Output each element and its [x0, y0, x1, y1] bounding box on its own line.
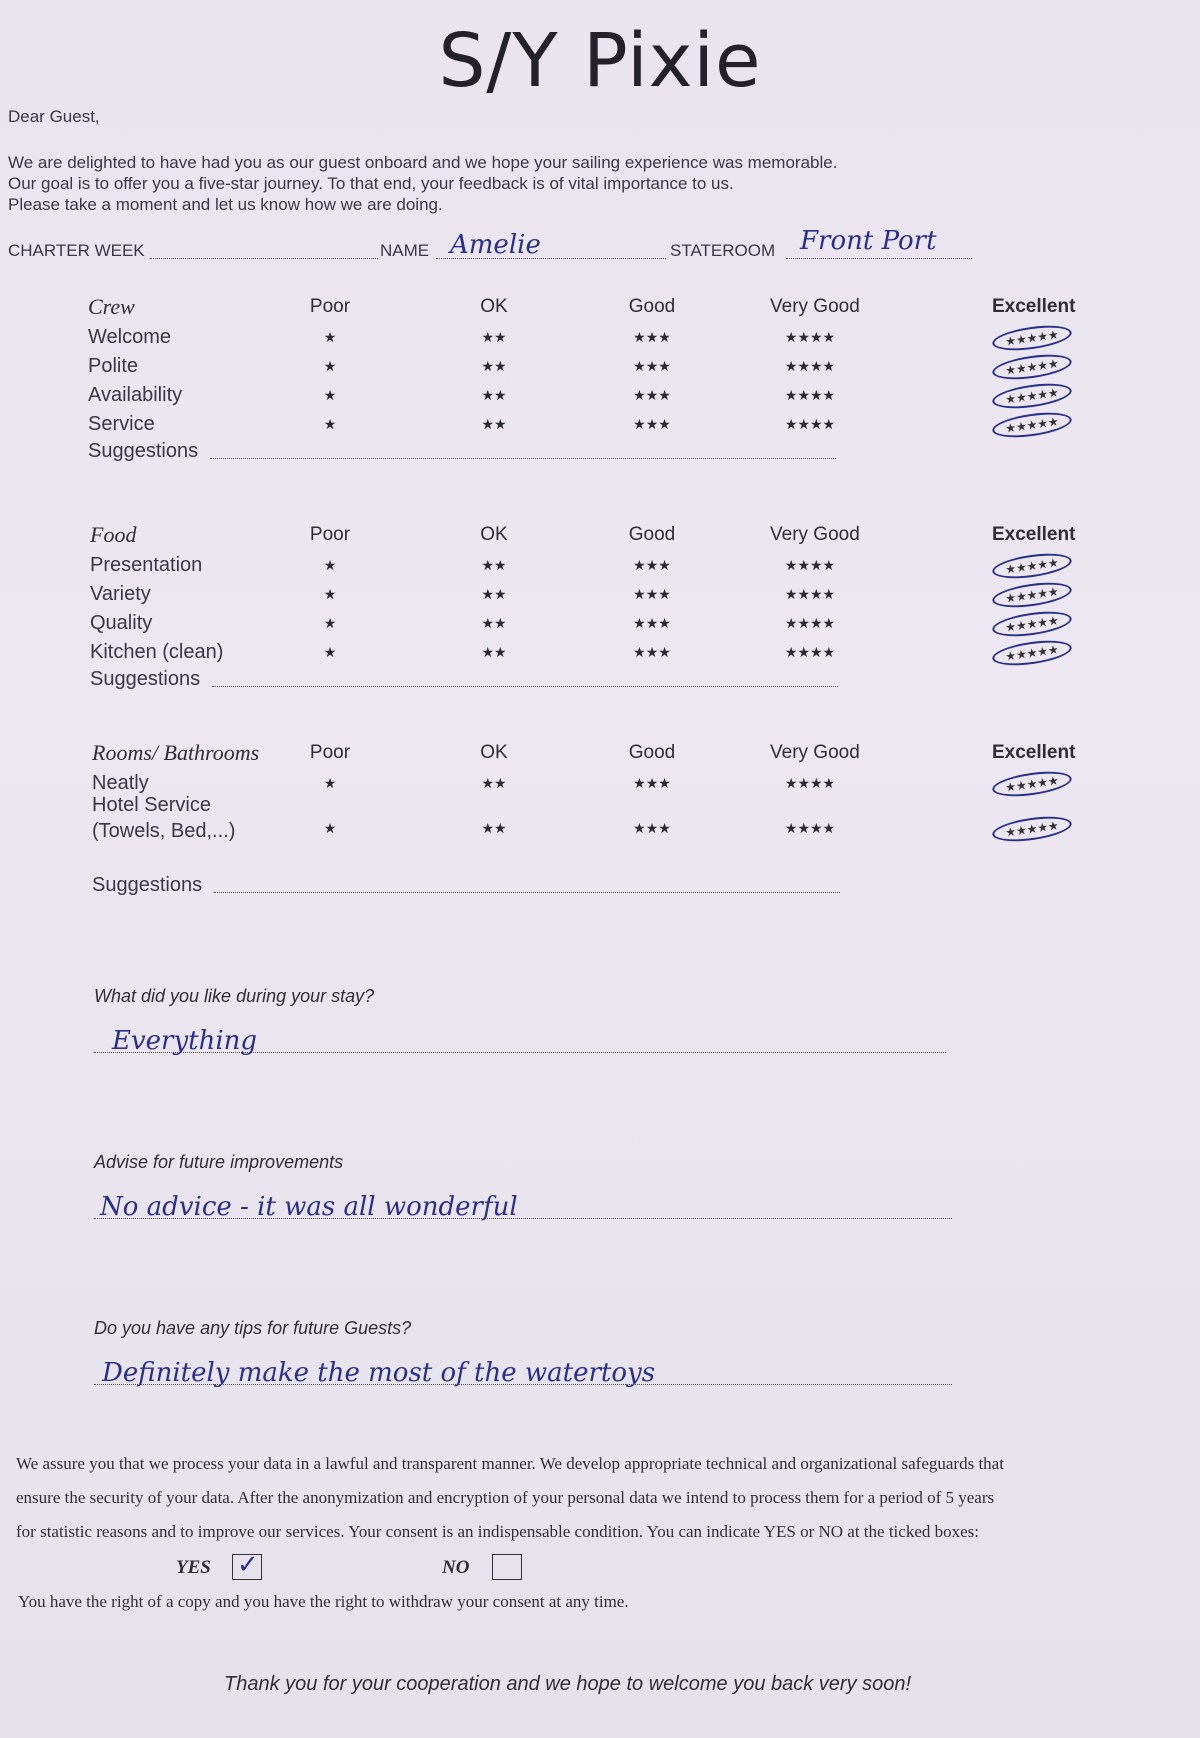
rating-option[interactable]: ★★★: [633, 820, 671, 836]
checkmark-icon: ✓: [237, 1549, 259, 1579]
rating-option[interactable]: ★★★★: [784, 615, 836, 631]
criterion-label: Kitchen (clean): [90, 641, 224, 663]
rating-option[interactable]: ★★★: [633, 416, 671, 432]
rating-option[interactable]: ★★★★: [784, 329, 836, 345]
rating-option[interactable]: ★★: [481, 615, 507, 631]
page-title: S/Y Pixie: [438, 18, 762, 104]
rating-header-very-good: Very Good: [770, 742, 860, 763]
consent-yes-checkbox[interactable]: [232, 1549, 262, 1580]
rating-option[interactable]: ★★★: [633, 775, 671, 791]
rating-option[interactable]: ★: [323, 820, 337, 836]
rating-option[interactable]: ★: [323, 387, 337, 403]
selected-rating-circle[interactable]: ★★★★★: [991, 550, 1073, 583]
rating-header-very-good: Very Good: [770, 524, 860, 545]
rating-header-poor: Poor: [309, 524, 351, 545]
suggestions-label: Suggestions: [88, 440, 199, 462]
legal-line-2: ensure the security of your data. After the anonymization and encryption of your personal data we intend to process them for a period of 5 years: [16, 1488, 995, 1507]
criterion-label: Welcome: [88, 326, 171, 348]
rating-header-very-good: Very Good: [770, 296, 860, 317]
rating-header-poor: Poor: [309, 296, 351, 317]
rating-header-excellent: Excellent: [992, 742, 1076, 763]
rating-option[interactable]: ★: [323, 615, 337, 631]
criterion-label: Service: [88, 413, 155, 435]
consent-no-label: NO: [442, 1557, 470, 1578]
selected-rating-circle[interactable]: ★★★★★: [991, 579, 1073, 612]
criterion-label: Neatly: [92, 772, 149, 794]
criterion-label: Variety: [90, 583, 151, 605]
suggestions-label: Suggestions: [90, 668, 201, 690]
rating-option[interactable]: ★★: [481, 586, 507, 602]
criterion-label: Presentation: [90, 554, 203, 576]
answer-like: Everything: [112, 1026, 258, 1056]
rights-text: You have the right of a copy and you have the right to withdraw your consent at any time.: [18, 1592, 629, 1611]
rating-header-excellent: Excellent: [992, 296, 1076, 317]
consent-yes-label: YES: [176, 1557, 211, 1578]
rating-option[interactable]: ★★★: [633, 387, 671, 403]
rating-option[interactable]: ★: [323, 416, 337, 432]
rating-option[interactable]: ★★★: [633, 557, 671, 573]
charter-week-field[interactable]: [150, 258, 378, 259]
selected-rating-circle[interactable]: ★★★★★: [991, 637, 1073, 670]
rating-option[interactable]: ★★★★: [784, 644, 836, 660]
question-improvements: Advise for future improvements: [94, 1152, 344, 1172]
selected-rating-circle[interactable]: ★★★★★: [991, 351, 1073, 384]
selected-rating-circle[interactable]: ★★★★★: [991, 322, 1073, 355]
legal-line-1: We assure you that we process your data in a lawful and transparent manner. We develop appropriate technical and organizational safeguards that: [16, 1454, 1004, 1473]
selected-rating-circle[interactable]: ★★★★★: [991, 380, 1073, 413]
rating-option[interactable]: ★★★: [633, 615, 671, 631]
footer-thanks: Thank you for your cooperation and we hope to welcome you back very soon!: [224, 1673, 912, 1695]
selected-rating-circle[interactable]: ★★★★★: [991, 608, 1073, 641]
rating-header-ok: OK: [480, 524, 508, 545]
rating-option[interactable]: ★★: [481, 387, 507, 403]
rating-option[interactable]: ★★: [481, 358, 507, 374]
rating-option[interactable]: ★★: [481, 644, 507, 660]
name-label: NAME: [380, 241, 430, 260]
suggestions-label: Suggestions: [92, 874, 203, 896]
question-like: What did you like during your stay?: [94, 986, 375, 1006]
rating-option[interactable]: ★★★: [633, 329, 671, 345]
rating-option[interactable]: ★★★: [633, 358, 671, 374]
rating-option[interactable]: ★: [323, 358, 337, 374]
section-title: Crew: [88, 294, 135, 319]
selected-rating-circle[interactable]: ★★★★★: [991, 768, 1073, 801]
name-value: Amelie: [450, 230, 541, 260]
rating-header-good: Good: [628, 742, 676, 763]
criterion-label: Quality: [90, 612, 153, 634]
rating-option[interactable]: ★★★★: [784, 387, 836, 403]
rating-option[interactable]: ★★★★: [784, 775, 836, 791]
stateroom-label: STATEROOM: [670, 241, 776, 260]
stateroom-field[interactable]: [786, 258, 972, 259]
answer-tips: Definitely make the most of the watertoys: [102, 1358, 656, 1388]
rating-option[interactable]: ★: [323, 557, 337, 573]
suggestions-field[interactable]: [210, 458, 836, 459]
consent-no-checkbox[interactable]: [492, 1554, 522, 1580]
rating-option[interactable]: ★: [323, 644, 337, 660]
rating-option[interactable]: ★★★★: [784, 820, 836, 836]
criterion-label: (Towels, Bed,...): [92, 820, 236, 842]
answer-improvements: No advice - it was all wonderful: [100, 1192, 518, 1222]
intro-line-2: Our goal is to offer you a five-star journey. To that end, your feedback is of vital importance to us.: [8, 174, 734, 193]
rating-option[interactable]: ★: [323, 775, 337, 791]
rating-option[interactable]: ★★: [481, 820, 507, 836]
section-title: Rooms/ Bathrooms: [92, 740, 260, 765]
rating-option[interactable]: ★★: [481, 775, 507, 791]
question-tips: Do you have any tips for future Guests?: [94, 1318, 412, 1338]
greeting: Dear Guest,: [8, 107, 100, 126]
rating-header-poor: Poor: [309, 742, 351, 763]
intro-line-3: Please take a moment and let us know how we are doing.: [8, 195, 443, 214]
rating-header-ok: OK: [480, 296, 508, 317]
rating-option[interactable]: ★★: [481, 416, 507, 432]
rating-option[interactable]: ★★★★: [784, 416, 836, 432]
rating-header-ok: OK: [480, 742, 508, 763]
selected-rating-circle[interactable]: ★★★★★: [991, 813, 1073, 846]
stateroom-value: Front Port: [800, 226, 937, 256]
suggestions-field[interactable]: [212, 686, 838, 687]
criterion-label: Polite: [88, 355, 139, 377]
rating-header-good: Good: [628, 524, 676, 545]
rating-option[interactable]: ★★★★: [784, 586, 836, 602]
rating-header-excellent: Excellent: [992, 524, 1076, 545]
intro-line-1: We are delighted to have had you as our guest onboard and we hope your sailing experience was memorable.: [8, 153, 838, 172]
suggestions-field[interactable]: [214, 892, 840, 893]
selected-rating-circle[interactable]: ★★★★★: [991, 409, 1073, 442]
rating-option[interactable]: ★★: [481, 557, 507, 573]
rating-option[interactable]: ★★★★: [784, 557, 836, 573]
charter-week-label: CHARTER WEEK: [8, 241, 145, 260]
rating-header-good: Good: [628, 296, 676, 317]
legal-line-3: for statistic reasons and to improve our services. Your consent is an indispensable condition. You can indicate YES or NO at the ticked boxes:: [16, 1522, 979, 1541]
rating-option[interactable]: ★: [323, 586, 337, 602]
rating-option[interactable]: ★★★: [633, 644, 671, 660]
rating-option[interactable]: ★★★: [633, 586, 671, 602]
rating-option[interactable]: ★★: [481, 329, 507, 345]
criterion-label: Hotel Service: [92, 794, 211, 816]
rating-option[interactable]: ★: [323, 329, 337, 345]
section-title: Food: [90, 522, 137, 547]
rating-option[interactable]: ★★★★: [784, 358, 836, 374]
criterion-label: Availability: [88, 384, 183, 406]
